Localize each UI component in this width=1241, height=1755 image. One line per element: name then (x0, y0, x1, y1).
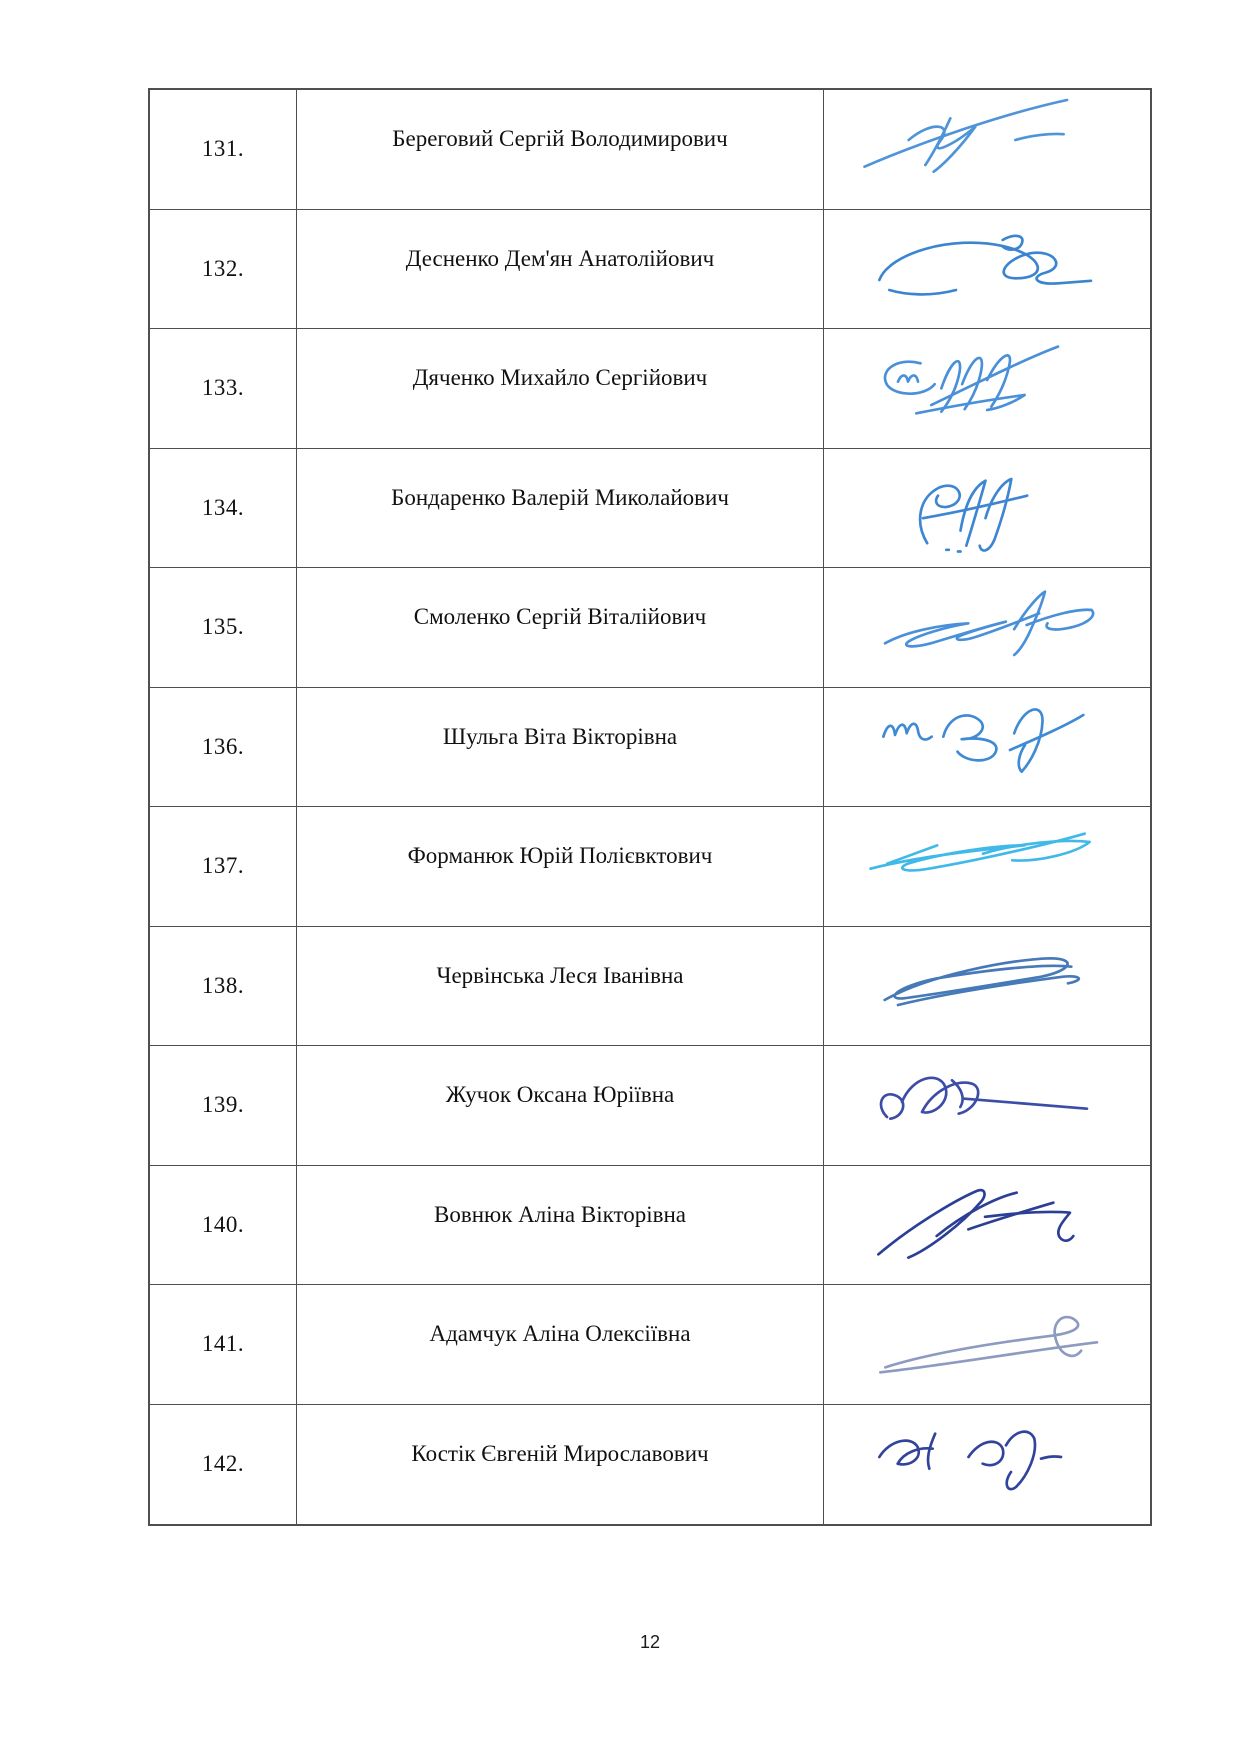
signature-cell (824, 90, 1150, 209)
person-name-text: Вовнюк Аліна Вікторівна (434, 1201, 686, 1227)
table-row (150, 1046, 1150, 1166)
person-name (297, 449, 824, 568)
row-number (150, 1405, 297, 1525)
signature-cell (824, 449, 1150, 568)
signature-image (862, 1296, 1112, 1392)
table-row (150, 90, 1150, 210)
signature-image (856, 217, 1106, 313)
signature-cell (824, 1405, 1150, 1525)
row-number (150, 329, 297, 448)
signature-image (858, 332, 1108, 428)
table-row (150, 1285, 1150, 1405)
person-name-text: Десненко Дем'ян Анатолійович (405, 245, 715, 271)
person-name (297, 688, 824, 807)
person-name-text: Бондаренко Валерій Миколайович (391, 484, 729, 510)
table-row (150, 329, 1150, 449)
row-number-text: 142. (201, 1451, 245, 1477)
signature-image (852, 87, 1102, 183)
row-number-text: 139. (201, 1092, 245, 1118)
row-number-text: 135. (201, 614, 245, 640)
signature-image (860, 577, 1110, 673)
person-name-text: Форманюк Юрій Полієвктович (407, 843, 713, 869)
table-row (150, 1166, 1150, 1286)
person-name-text: Жучок Оксана Юріївна (445, 1082, 675, 1108)
row-number-text: 134. (201, 494, 245, 520)
table-row (150, 807, 1150, 927)
person-name (297, 1405, 824, 1525)
person-name (297, 1285, 824, 1404)
person-name (297, 90, 824, 209)
row-number-text: 131. (201, 136, 245, 162)
person-name-text: Береговий Сергій Володимирович (392, 126, 728, 152)
row-number-text: 133. (201, 375, 245, 401)
table-row (150, 210, 1150, 330)
person-name-text: Адамчук Аліна Олексіївна (429, 1321, 691, 1347)
row-number-text: 138. (201, 972, 245, 998)
signature-cell (824, 688, 1150, 807)
signature-image (858, 814, 1108, 910)
signature-image (860, 687, 1110, 783)
row-number (150, 90, 297, 209)
row-number (150, 1285, 297, 1404)
row-number (150, 1046, 297, 1165)
signature-cell (824, 210, 1150, 329)
table-row (150, 927, 1150, 1047)
table-row (150, 1405, 1150, 1525)
signature-cell (824, 568, 1150, 687)
person-name-text: Червінська Леся Іванівна (436, 962, 684, 988)
person-name-text: Дяченко Михайло Сергійович (412, 365, 708, 391)
person-name (297, 1166, 824, 1285)
row-number-text: 140. (201, 1211, 245, 1237)
table-row (150, 688, 1150, 808)
signature-cell (824, 927, 1150, 1046)
row-number (150, 1166, 297, 1285)
row-number-text: 136. (201, 733, 245, 759)
signature-cell (824, 1046, 1150, 1165)
table-row (150, 568, 1150, 688)
person-name (297, 210, 824, 329)
row-number (150, 449, 297, 568)
signature-image (848, 466, 1098, 562)
row-number-text: 141. (201, 1331, 245, 1357)
row-number-text: 132. (201, 255, 245, 281)
signature-image (858, 932, 1108, 1028)
person-name-text: Шульга Віта Вікторівна (442, 723, 678, 749)
signature-cell (824, 1166, 1150, 1285)
row-number (150, 807, 297, 926)
person-name (297, 329, 824, 448)
signature-cell (824, 1285, 1150, 1404)
person-name (297, 1046, 824, 1165)
page-number: 12 (639, 1632, 661, 1652)
person-name-text: Смоленко Сергій Віталійович (413, 604, 707, 630)
signature-cell (824, 807, 1150, 926)
table-row (150, 449, 1150, 569)
person-name (297, 807, 824, 926)
person-name-text: Костік Євгеній Мирославович (411, 1441, 709, 1467)
row-number (150, 688, 297, 807)
row-number-text: 137. (201, 853, 245, 879)
signature-image (852, 1049, 1102, 1145)
signature-image (856, 1404, 1106, 1500)
person-name (297, 568, 824, 687)
row-number (150, 210, 297, 329)
person-name (297, 927, 824, 1046)
signature-image (860, 1173, 1110, 1269)
signature-table (148, 88, 1152, 1526)
row-number (150, 927, 297, 1046)
row-number (150, 568, 297, 687)
signature-cell (824, 329, 1150, 448)
